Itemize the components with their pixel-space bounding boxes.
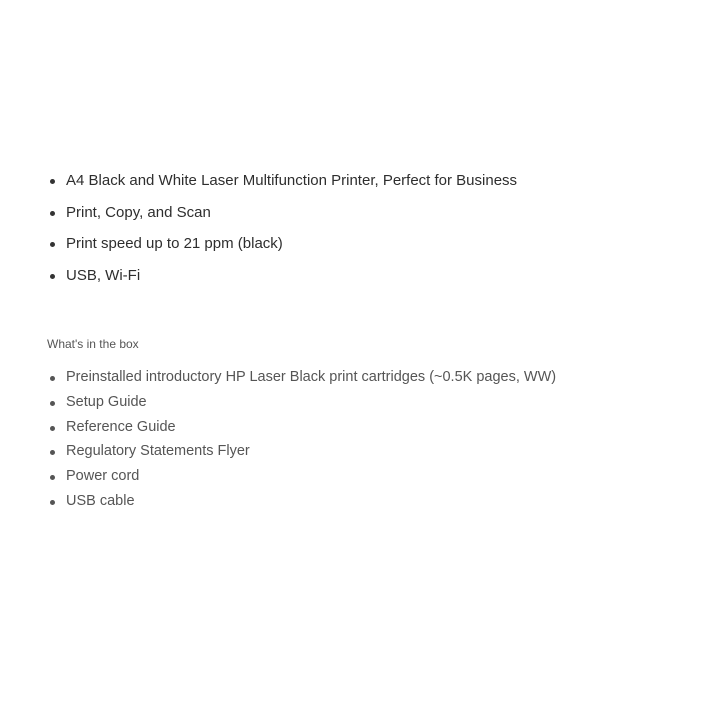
box-item: Setup Guide — [47, 392, 556, 413]
box-contents-list — [47, 367, 556, 516]
box-contents-heading: What's in the box — [47, 337, 139, 351]
feature-item: USB, Wi-Fi — [47, 265, 687, 286]
feature-item: Print, Copy, and Scan — [47, 202, 687, 223]
box-item: Power cord — [47, 466, 556, 487]
feature-item: Print speed up to 21 ppm (black) — [47, 233, 687, 254]
box-item: Regulatory Statements Flyer — [47, 441, 556, 462]
product-description — [47, 170, 687, 509]
feature-item: A4 Black and White Laser Multifunction Printer, Perfect for Business — [47, 170, 687, 191]
box-item: Reference Guide — [47, 417, 556, 438]
box-item: Preinstalled introductory HP Laser Black print cartridges (~0.5K pages, WW) — [47, 367, 556, 388]
feature-list — [47, 170, 687, 286]
box-item: USB cable — [47, 491, 556, 512]
